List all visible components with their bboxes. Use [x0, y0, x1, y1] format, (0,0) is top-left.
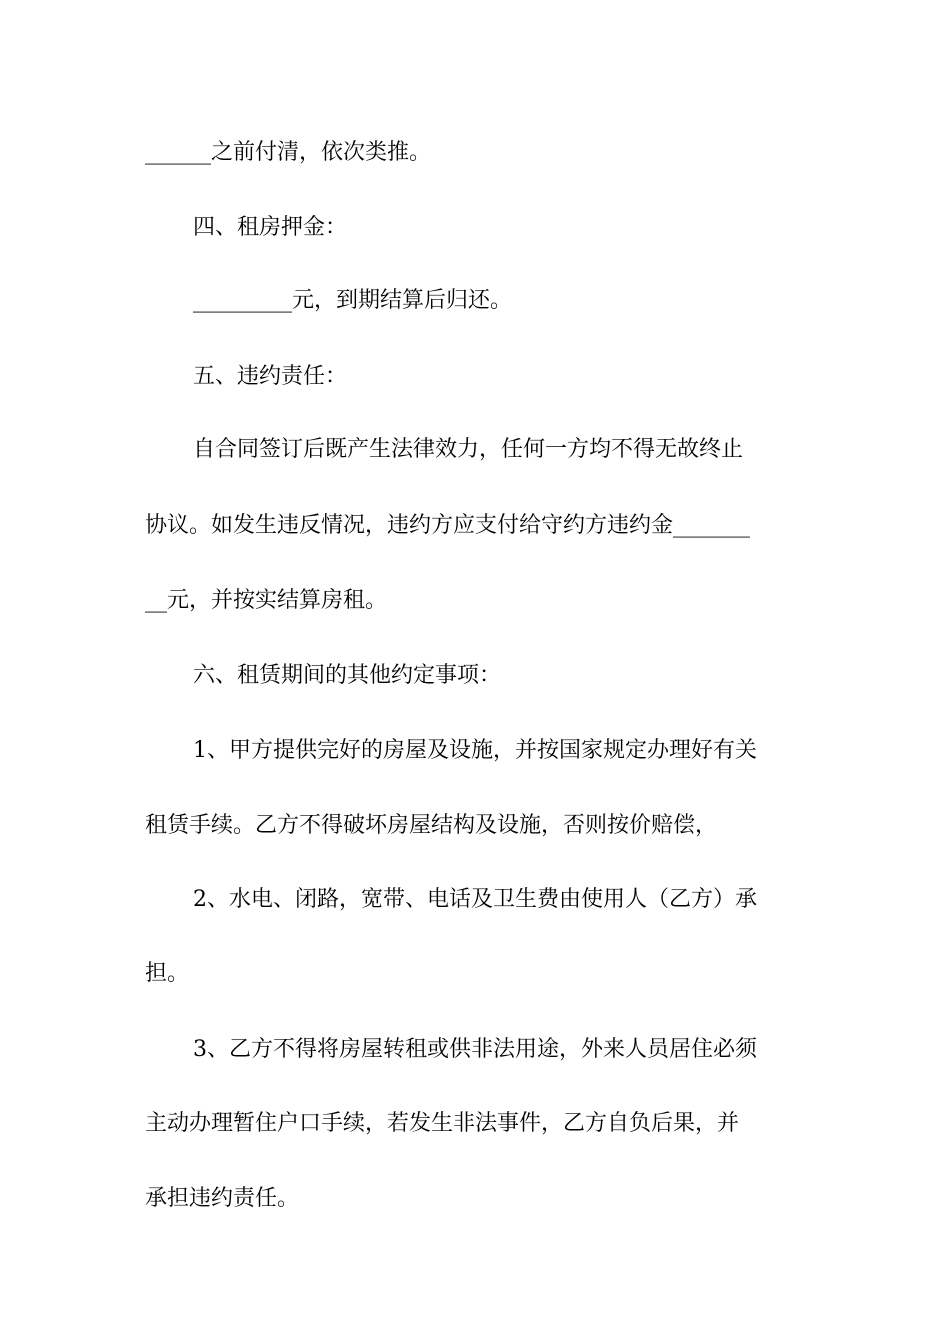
section-heading-other-terms [193, 660, 815, 692]
term-3-line-1 [193, 1034, 815, 1066]
line-text: 协议。如发生违反情况，违约方应支付给守约方违约金 [145, 513, 674, 538]
section-heading-breach [193, 361, 815, 393]
line-text: 四、租房押金： [193, 215, 348, 240]
blank-field: _______ [673, 513, 751, 538]
line-text: 元，并按实结算房租。 [167, 588, 388, 613]
blank-field: _________ [193, 288, 292, 313]
paragraph-breach-line-1 [193, 434, 815, 466]
paragraph-breach-line-3 [145, 585, 815, 617]
blank-field: __ [145, 588, 167, 613]
line-text: 担。 [145, 961, 190, 986]
section-heading-deposit [193, 212, 815, 244]
paragraph-breach-line-2 [145, 510, 815, 542]
line-text: 之前付清，依次类推。 [211, 140, 432, 165]
line-text: 五、违约责任： [193, 364, 348, 389]
line-text: 承担违约责任。 [145, 1186, 300, 1211]
term-2-line-1 [193, 884, 815, 916]
term-1-line-1 [193, 735, 815, 767]
term-2-line-2 [145, 958, 815, 990]
line-text: 六、租赁期间的其他约定事项： [193, 663, 502, 688]
line-text: 1、甲方提供完好的房屋及设施，并按国家规定办理好有关 [193, 738, 757, 763]
term-3-line-2 [145, 1108, 815, 1140]
line-text: 2、水电、闭路，宽带、电话及卫生费由使用人（乙方）承 [193, 887, 757, 912]
blank-field: ______ [145, 140, 211, 165]
line-payment-continued [145, 137, 815, 169]
line-text: 租赁手续。乙方不得破坏房屋结构及设施，否则按价赔偿， [145, 813, 718, 838]
term-1-line-2 [145, 810, 815, 842]
term-3-line-3 [145, 1183, 815, 1215]
line-text: 元，到期结算后归还。 [292, 288, 513, 313]
line-deposit-amount [193, 285, 815, 317]
line-text: 3、乙方不得将房屋转租或供非法用途，外来人员居住必须 [193, 1037, 757, 1062]
line-text: 主动办理暂住户口手续，若发生非法事件，乙方自负后果，并 [145, 1111, 740, 1136]
line-text: 自合同签订后既产生法律效力，任何一方均不得无故终止 [193, 437, 744, 462]
